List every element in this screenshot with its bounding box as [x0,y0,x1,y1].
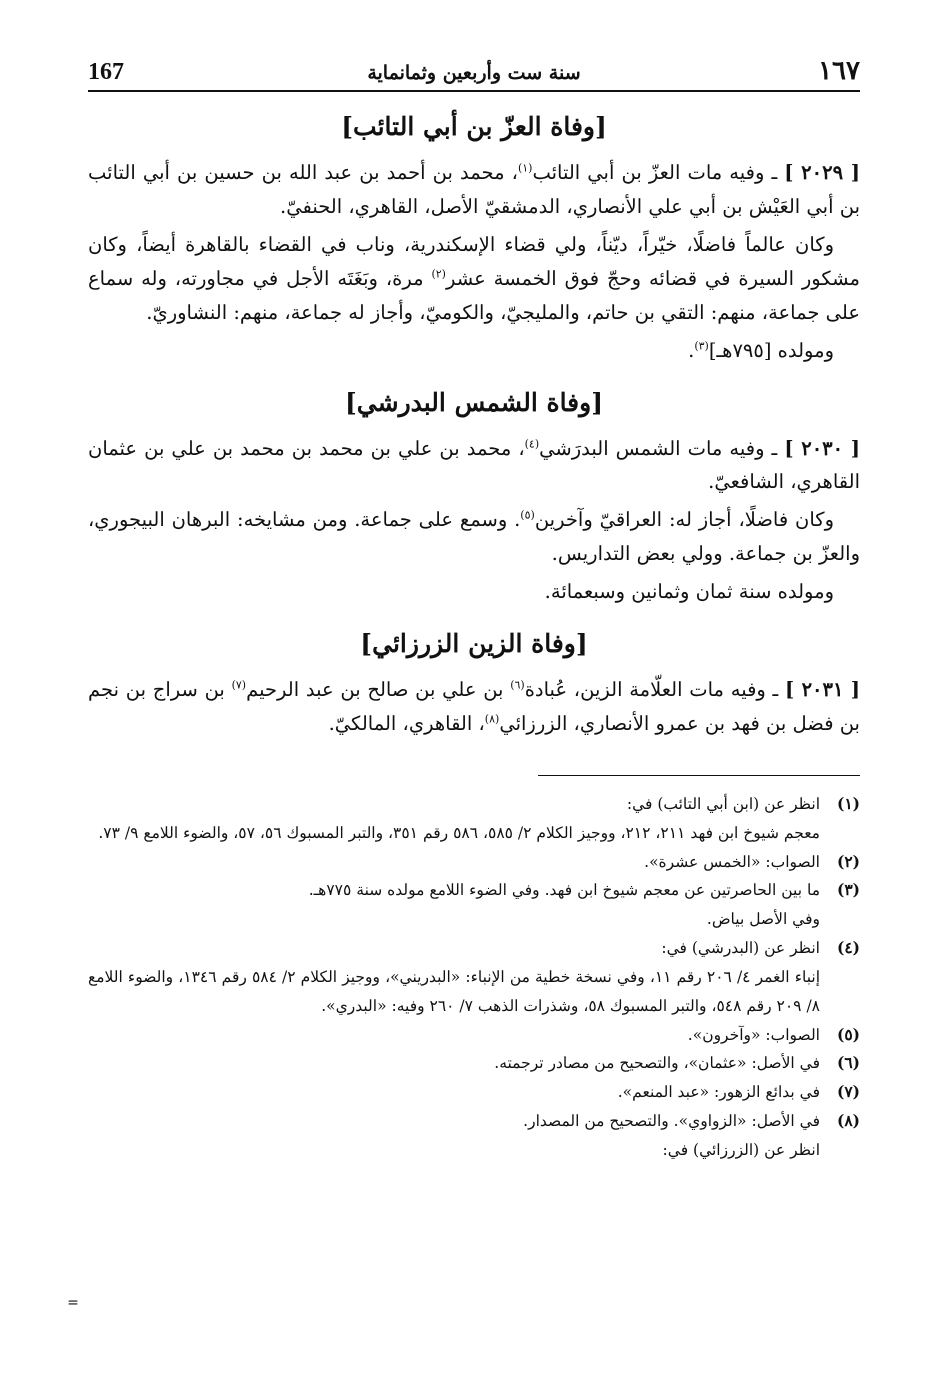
footnote-ref: (٥) [520,508,535,522]
text-run: . [688,338,695,362]
footnote [88,934,860,963]
footnote [88,1107,860,1136]
footnote-continuation: معجم شيوخ ابن فهد ٢١١، ٢١٢، ووجيز الكلام ٢/ ٥٨٥، ٥٨٦ رقم ٣٥١، والتبر المسبوك ٥٦، ٥٧، والضوء اللامع ٩/ ٧٣. [98,823,820,842]
section-heading: [وفاة الشمس البدرشي] [344,387,604,417]
footnote-ref: (٨) [484,712,500,726]
entry-number: [ ٢٠٣١ ] [785,678,861,702]
entry-paragraph [88,673,860,741]
text-run: مرة، وبَغَتَه الأجل في مجاورته، وله سماع على جماعة، منهم: التقي بن حاتم، والمليجيّ، والكوميّ، وأجاز له جماعة، منهم: النشاوريّ. [88,266,860,324]
footnote-text: الصواب: «الخمس عشرة». [644,852,820,871]
footnote-continuation: إنباء الغمر ٤/ ٢٠٦ رقم ١١، وفي نسخة خطية من الإنباء: «البدريني»، ووجيز الكلام ٢/ ٥٨٤ رقم ١٣٤٦، والضوء اللامع ٨/ ٢٠٩ رقم ٥٤٨، والتبر المسبوك ٥٨، وشذرات الذهب ٧/ ٢٦٠ وفيه: «البدري». [88,967,820,1015]
footnote-mark: (٢) [836,851,860,871]
footnote-ref: (٢) [431,267,446,281]
book-page [88,50,860,1350]
entry-number: [ ٢٠٢٩ ] [784,161,860,184]
footnote-mark: (٨) [836,1111,860,1131]
footnote-continuation: وفي الأصل بياض. [706,910,820,929]
footnote-separator [538,775,860,776]
body-paragraph [88,334,860,368]
footnote-text: انظر عن (ابن أبي التائب) في: [626,794,820,813]
footnote-text: في الأصل: «عثمان»، والتصحيح من مصادر ترجمته. [494,1054,820,1073]
footnote [88,1049,860,1078]
footnote [88,1021,860,1050]
footnote-text: في الأصل: «الزواوي». والتصحيح من المصدار. [523,1112,820,1131]
running-header [88,50,860,92]
section-heading: [وفاة العزّ بن أبي التائب] [341,112,607,141]
text-run: وكان عالماً فاضلًا، خيّراً، ديّناً، ولي قضاء الإسكندرية، وناب في القضاء بالقاهرة أيضاً، وكان مشكور السيرة في قضائه وحجّ فوق الخمسة عشر [88,232,860,290]
footnote [88,790,860,819]
body-paragraph [88,575,860,609]
footnote-ref: (٦) [510,678,525,692]
footnote-text: الصواب: «وآخرون». [687,1025,820,1044]
section-heading: [وفاة الزين الزرزائي] [360,629,588,659]
page-number-latin: 167 [88,59,124,85]
footnotes [88,790,860,1165]
footnote-ref: (٧) [231,678,247,692]
footnote-separator-wrap [88,745,860,790]
footnote-text: ما بين الحاصرتين عن معجم شيوخ ابن فهد. وفي الضوء اللامع مولده سنة ٧٧٥هـ. [308,881,820,900]
text-run: ومولده سنة ثمان وثمانين وسبعمائة. [544,580,834,604]
running-title: سنة ست وأربعين وثمانماية [367,62,581,84]
footnote-mark: (٣) [836,880,860,900]
footnote-ref: (٤) [524,437,540,451]
footnote-text: في بدائع الزهور: «عبد المنعم». [617,1083,820,1102]
footnote [88,876,860,905]
text-run: ـ وفيه مات العزّ بن أبي التائب [532,161,778,184]
margin-mark: = [67,1295,79,1311]
body-paragraph [88,228,860,330]
footnote-mark: (٧) [836,1082,860,1102]
text-run: ومولده [٧٩٥هـ] [708,338,834,362]
entry-paragraph [88,432,860,500]
footnote-mark: (٦) [836,1053,860,1073]
footnote [88,848,860,877]
body-paragraph [88,503,860,571]
footnote-mark: (٥) [836,1024,860,1044]
footnote-mark: (١) [836,793,860,813]
text-run: بن سراج بن نجم بن فضل بن فهد بن عمرو الأنصاري، الزرزائي [88,678,860,736]
text-run: ، القاهري، المالكيّ. [328,712,485,736]
page-number-arabic: ١٦٧ [818,56,860,86]
text-run: . وسمع على جماعة. ومن مشايخه: البرهان البيجوري، والعزّ بن جماعة. وولي بعض التداريس. [88,508,860,566]
text-run: ـ وفيه مات الشمس البدرَشي [539,436,778,460]
text-run: ـ وفيه مات العلّامة الزين، عُبادة [524,678,779,702]
entry-number: [ ٢٠٣٠ ] [784,436,860,460]
footnote-continuation: انظر عن (الزرزائي) في: [662,1140,820,1159]
text-run: وكان فاضلًا، أجاز له: العراقيّ وآخرين [534,508,835,532]
footnote-mark: (٤) [836,938,860,958]
footnote [88,1078,860,1107]
text-run: ، محمد بن أحمد بن عبد الله بن حسين بن أبي التائب بن أبي العَيْش بن أبي علي الأنصاري، الدمشقيّ الأصل، القاهري، الحنفيّ. [88,161,860,218]
footnote-ref: (٣) [694,339,709,353]
entry-paragraph [88,156,860,224]
footnote-ref: (١) [517,161,533,175]
text-run: ، محمد بن علي بن محمد بن محمد بن علي بن عثمان القاهري، الشافعيّ. [88,436,860,494]
text-run: بن علي بن صالح بن عبد الرحيم [246,678,511,702]
footnote-text: انظر عن (البدرشي) في: [661,939,820,958]
